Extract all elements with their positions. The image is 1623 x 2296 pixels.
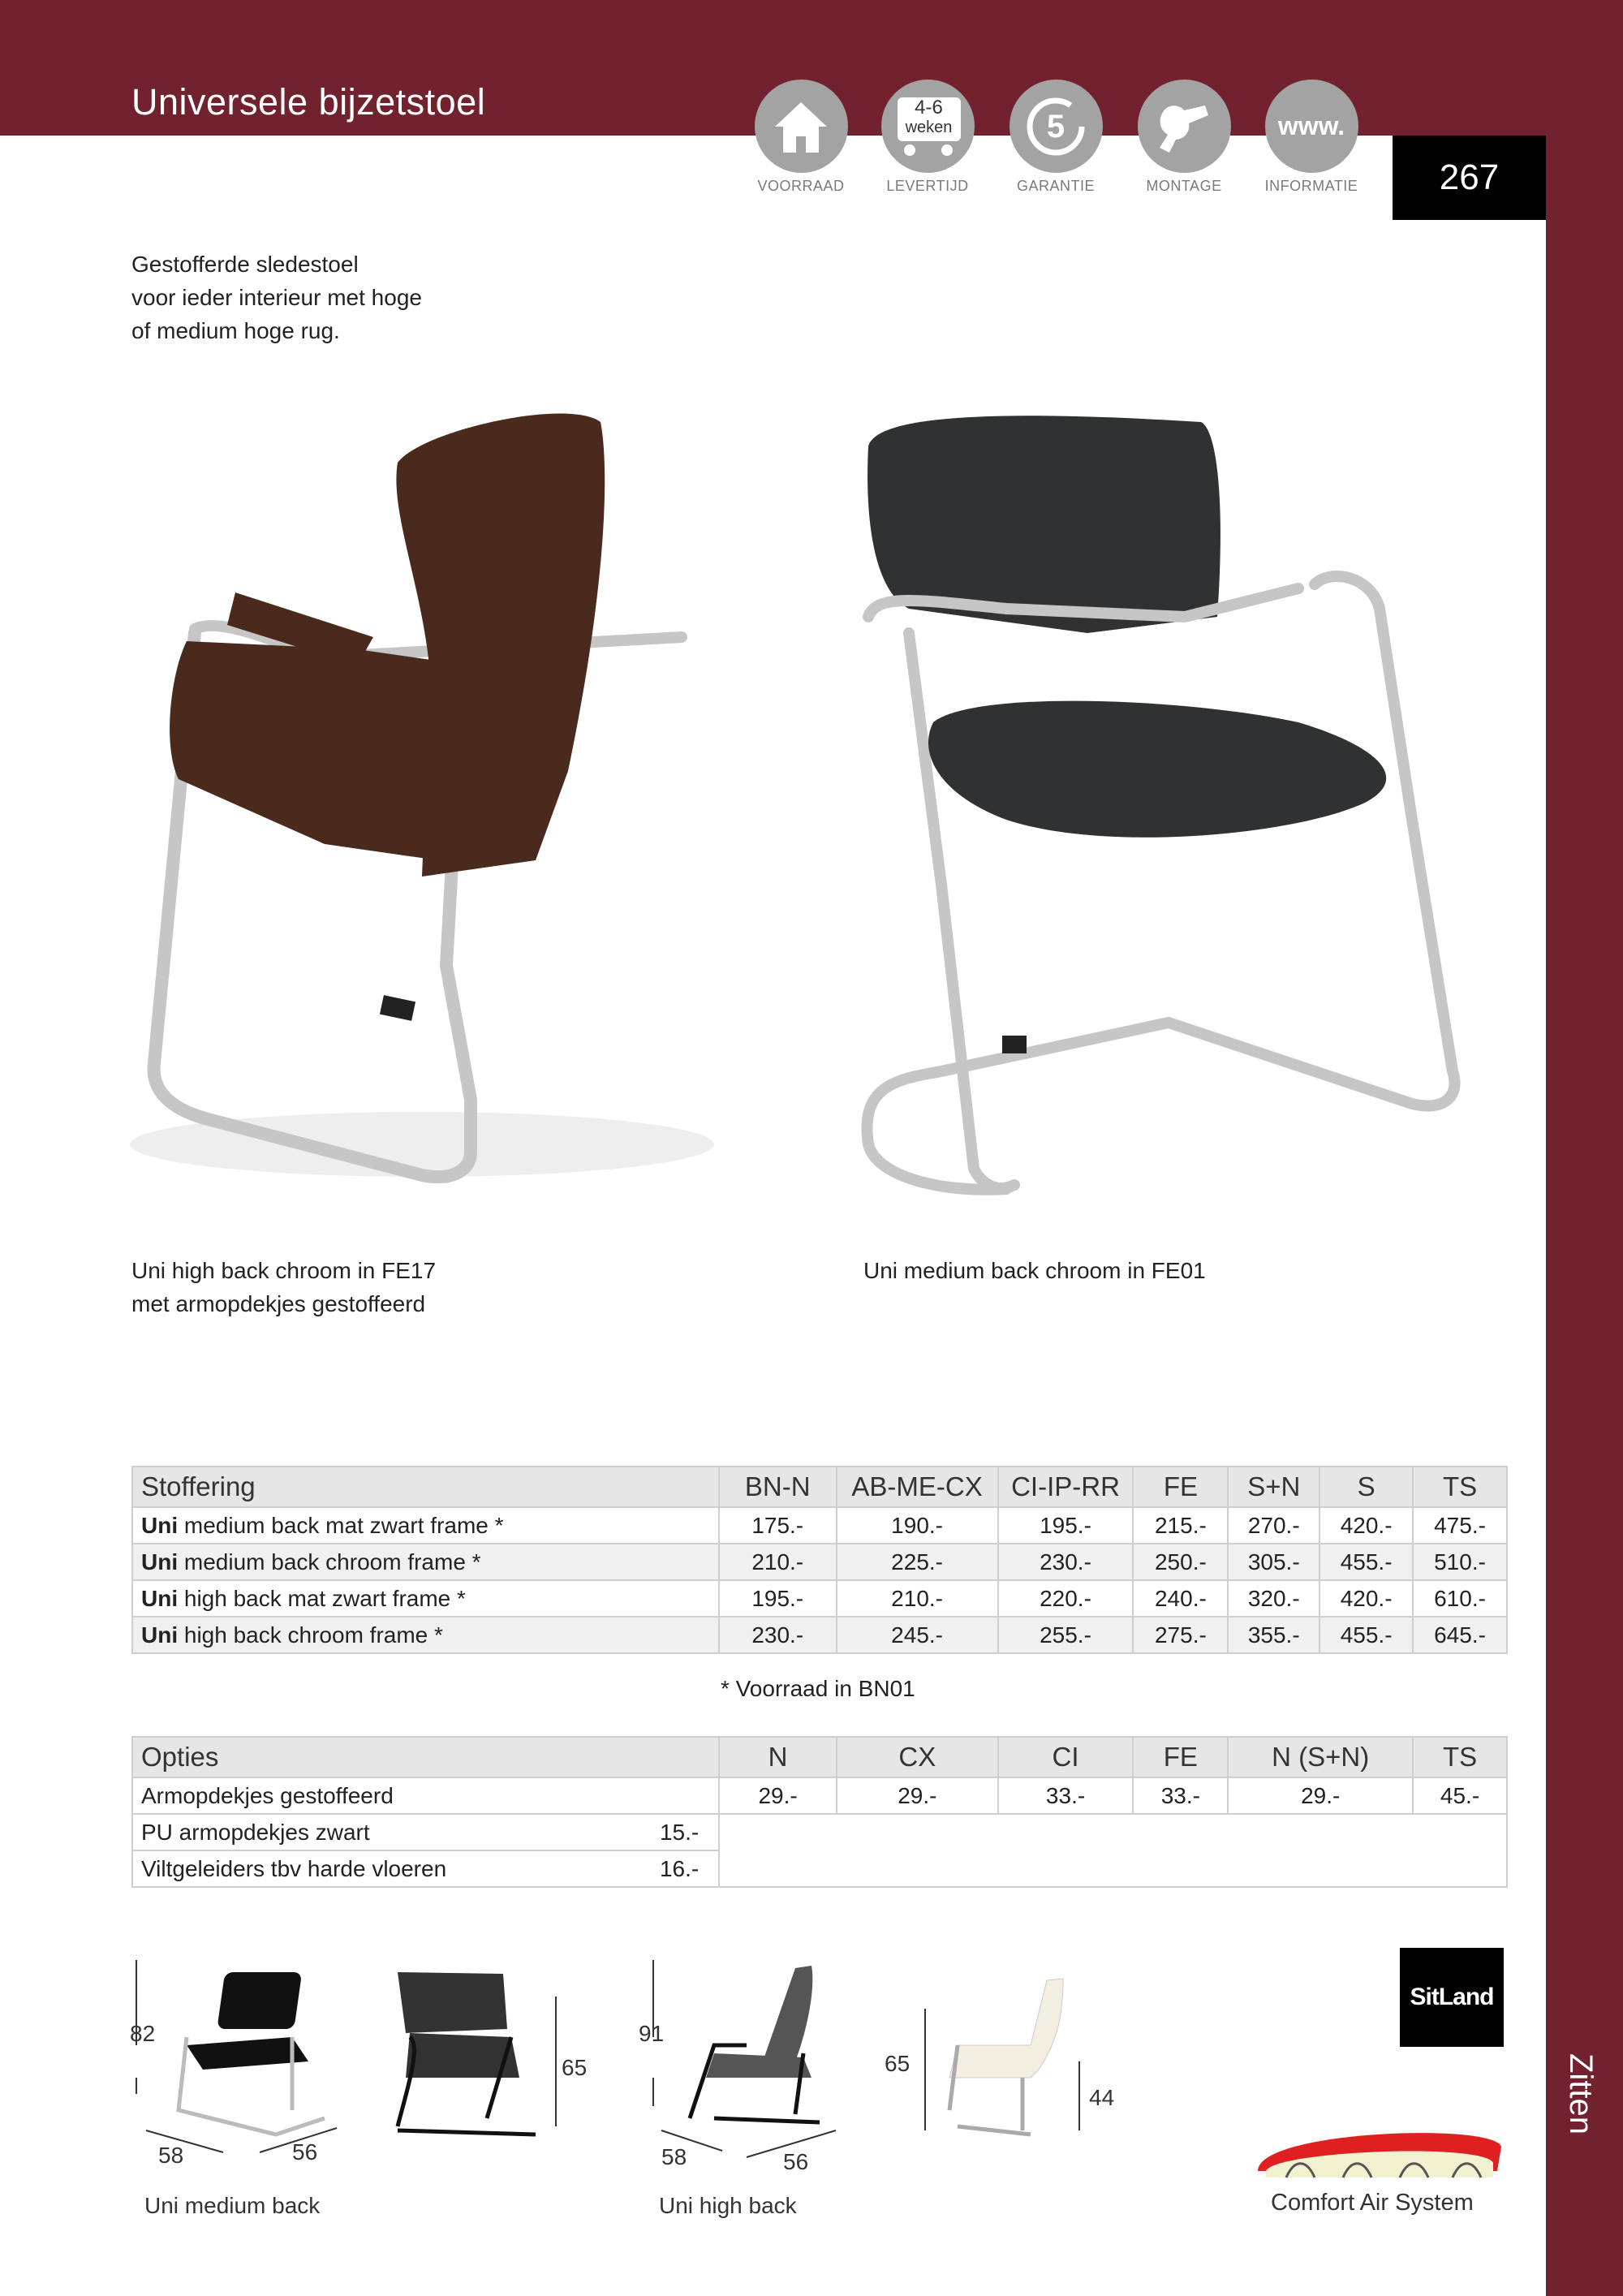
intro-text: Gestofferde sledestoel voor ieder interieur met hoge of medium hoge rug. <box>131 252 422 343</box>
section-label: Zitten <box>1563 2053 1599 2135</box>
caption-left: Uni high back chroom in FE17 met armopdekjes gestoffeerd <box>131 1258 437 1316</box>
table-row: Armopdekjes gestoffeerd 29.- 29.- 33.- 33.- 29.- 45.- <box>132 1777 1507 1814</box>
comfort-air-icon <box>1250 2114 1509 2187</box>
dim-high-arm: 44 <box>1089 2085 1115 2110</box>
truck-icon <box>881 80 975 173</box>
icon-label: GARANTIE <box>1016 178 1095 194</box>
wrench-icon <box>1138 80 1231 173</box>
table-row: Uni high back chroom frame * 230.- 245.- 255.- 275.- 355.- 455.- 645.- <box>132 1617 1507 1653</box>
table-row: Uni medium back mat zwart frame * 175.- 190.- 195.- 215.- 270.- 420.- 475.- <box>132 1507 1507 1544</box>
price-table <box>131 1466 1508 1654</box>
levertijd-group <box>863 80 992 195</box>
stock-note: * Voorraad in BN01 <box>721 1676 915 1701</box>
svg-text:5: 5 <box>1046 108 1065 144</box>
chair-photo-medium-back <box>844 398 1493 1209</box>
dim-high-depth: 58 <box>661 2144 687 2169</box>
dim-medium-height: 82 <box>130 2021 156 2046</box>
truck-text2: weken <box>905 118 953 136</box>
options-table <box>131 1736 1508 1888</box>
icon-label: INFORMATIE <box>1264 178 1358 194</box>
icon-label: LEVERTIJD <box>886 178 969 194</box>
montage-group <box>1119 80 1249 195</box>
comfort-air-label: Comfort Air System <box>1271 2190 1474 2216</box>
www-icon <box>1265 80 1358 173</box>
truck-text: 4-6 <box>915 97 943 118</box>
informatie-group <box>1246 80 1376 195</box>
dim-medium-label: Uni medium back <box>144 2193 321 2218</box>
icon-label: VOORRAAD <box>757 178 845 194</box>
dim-medium-seat: 65 <box>562 2055 588 2080</box>
dim-high-label: Uni high back <box>659 2193 797 2218</box>
side-bar <box>1546 136 1623 2296</box>
table-row: PU armopdekjes zwart 15.- <box>132 1814 1507 1850</box>
page-title: Universele bijzetstoel <box>131 81 486 123</box>
dim-medium-width: 56 <box>292 2139 318 2165</box>
caption-right: Uni medium back chroom in FE01 <box>863 1258 1206 1283</box>
dim-high-width: 56 <box>783 2149 809 2174</box>
table-row: Uni high back mat zwart frame * 195.- 210.- 220.- 240.- 320.- 420.- 610.- <box>132 1580 1507 1617</box>
house-icon <box>755 80 848 173</box>
dim-high-seat: 65 <box>885 2051 911 2076</box>
dim-high-height: 91 <box>639 2021 665 2046</box>
table-row: Uni medium back chroom frame * 210.- 225.- 230.- 250.- 305.- 455.- 510.- <box>132 1544 1507 1580</box>
dim-drawing-medium <box>130 1956 584 2159</box>
dim-medium-depth: 58 <box>158 2143 184 2168</box>
sitland-logo: SitLand <box>1400 1948 1504 2047</box>
garantie-group <box>991 80 1121 195</box>
warranty-icon <box>1010 80 1103 173</box>
table-row: Viltgeleiders tbv harde vloeren 16.- <box>132 1850 1507 1887</box>
dim-drawing-high <box>641 1956 1096 2167</box>
chair-photo-high-back <box>114 398 747 1209</box>
www-text: www. <box>1277 111 1345 140</box>
icon-label: MONTAGE <box>1146 178 1222 194</box>
page-number: 267 <box>1393 136 1546 220</box>
price-table-header: Stoffering BN-N AB-ME-CX CI-IP-RR FE S+N S TS <box>132 1467 1507 1507</box>
voorraad-group <box>736 80 866 195</box>
options-table-header: Opties N CX CI FE N (S+N) TS <box>132 1737 1507 1777</box>
